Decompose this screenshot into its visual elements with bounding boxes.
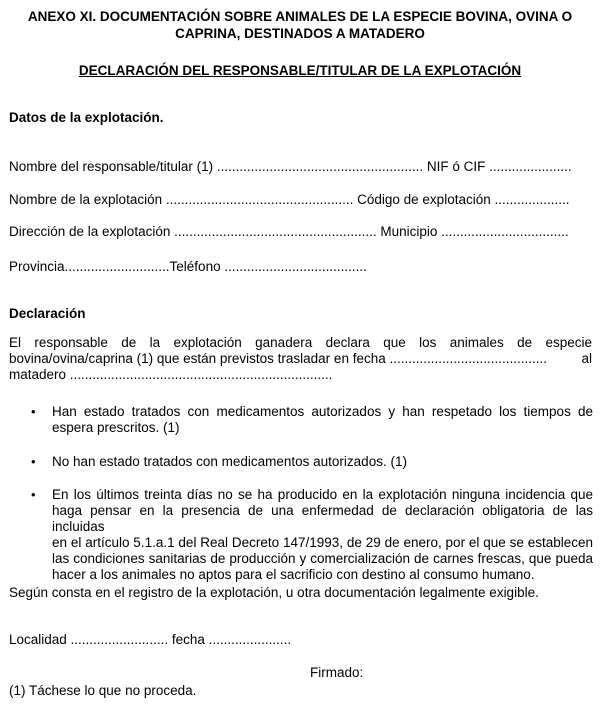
datos-heading: Datos de la explotación. <box>9 110 164 125</box>
field-responsable: Nombre del responsable/titular (1) ....................................................... NIF ó CIF ...................... <box>9 159 572 174</box>
bullet-2-symbol: • <box>31 454 36 469</box>
field-provincia: Provincia............................Teléfono ...................................... <box>9 259 367 274</box>
intro-line-1-text: El responsable de la explotación ganadera declara que los animales de especie <box>9 335 592 350</box>
title-line-1: ANEXO XI. DOCUMENTACIÓN SOBRE ANIMALES DE LA ESPECIE BOVINA, OVINA O <box>27 9 573 24</box>
bullet-1-symbol: • <box>31 404 36 419</box>
bullet-3-line-3: en el artículo 5.1.a.1 del Real Decreto 147/1993, de 29 de enero, por el que se establecen <box>52 535 593 550</box>
bullet-2-text <box>52 454 593 470</box>
title-line-2: CAPRINA, DESTINADOS A MATADERO <box>175 26 425 41</box>
intro-line-2-right: al <box>581 351 592 366</box>
field-nombre-explotacion: Nombre de la explotación .................................................. Código de explotación .................... <box>9 192 570 207</box>
intro-line-1 <box>9 335 592 351</box>
field-localidad-fecha: Localidad .......................... fecha ...................... <box>9 632 292 647</box>
bullet-1-line-1: Han estado tratados con medicamentos autorizados y han respetado los tiempos de <box>52 404 593 419</box>
bullet-3-line-1: En los últimos treinta días no se ha producido en la explotación ninguna incidencia que <box>52 487 593 502</box>
bullet-1-line-2: espera prescritos. (1) <box>52 420 180 435</box>
intro-line-2-left: bovina/ovina/caprina (1) que están previstos trasladar en fecha .......................................... <box>9 351 548 366</box>
firmado-label: Firmado: <box>310 665 364 680</box>
declaracion-intro <box>9 335 592 383</box>
field-direccion: Dirección de la explotación ...................................................... Municipio .................................. <box>9 224 569 239</box>
footnote: (1) Táchese lo que no proceda. <box>9 683 197 698</box>
bullet-3-text <box>52 487 593 583</box>
bullet-3-line-4: las condiciones sanitarias de producción y comercialización de carnes frescas, que pueda <box>52 551 593 566</box>
bullet-3-line-5: hacer a los animales no aptos para el sacrificio con destino al consumo humano. <box>52 567 535 582</box>
bullet-1-text <box>52 404 593 436</box>
document-subtitle: DECLARACIÓN DEL RESPONSABLE/TITULAR DE LA EXPLOTACIÓN <box>78 63 522 78</box>
document-title <box>0 8 600 42</box>
bullet-2-line-1: No han estado tratados con medicamentos autorizados. (1) <box>52 454 407 469</box>
bullet-3-line-2: haga pensar en la presencia de una enfermedad de declaración obligatoria de las incluidas <box>52 503 593 534</box>
intro-line-3: matadero ...................................................................... <box>9 367 333 382</box>
declaracion-heading: Declaración <box>9 306 86 321</box>
intro-line-2 <box>9 351 592 367</box>
bullet-3-symbol: • <box>31 487 36 502</box>
registro-text: Según consta en el registro de la explotación, u otra documentación legalmente exigible. <box>9 585 539 600</box>
